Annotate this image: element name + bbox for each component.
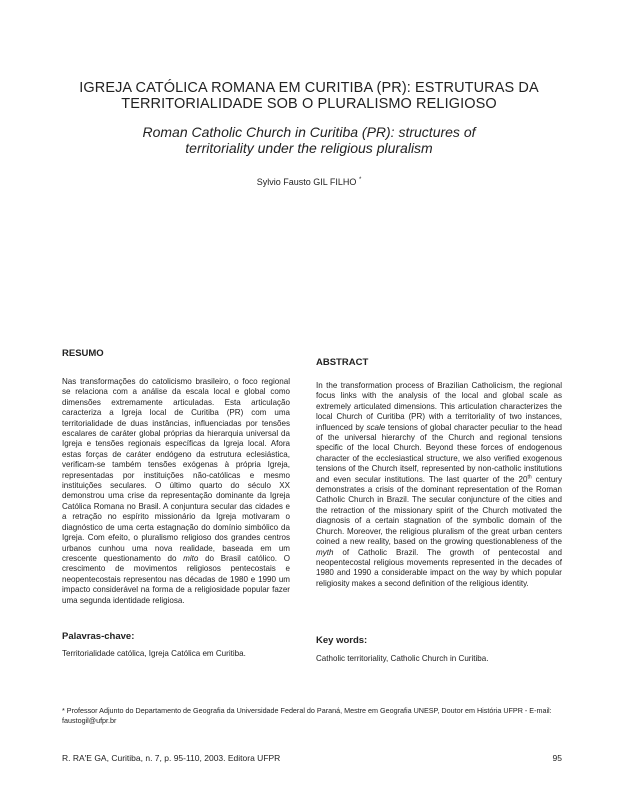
abstract-text-part-1: In the transformation process of Brazilian Catholicism, the regional focus links with the analysis of the local and global scale as extremely articulated dimensions. This articulation characterizes the local Church of Curitiba (PR) with a territoriality of two instances, influenced by: [316, 381, 562, 432]
resumo-italic-word: mito: [183, 553, 199, 563]
title-portuguese: [40, 80, 578, 112]
key-words-heading: Key words:: [316, 635, 368, 646]
palavras-chave-heading: Palavras-chave:: [62, 631, 135, 642]
key-words-text: Catholic territoriality, Catholic Church in Curitiba.: [316, 654, 489, 663]
subtitle-line-1: Roman Catholic Church in Curitiba (PR): structures of: [142, 124, 476, 140]
resumo-text: [62, 377, 290, 606]
abstract-text: [316, 381, 562, 589]
title-line-1: IGREJA CATÓLICA ROMANA EM CURITIBA (PR): ESTRUTURAS DA: [79, 80, 539, 96]
abstract-text-part-3: century demonstrates a crisis of the dominant representation of the Roman Catholic Church in Brazil. The secular conjuncture of the cities and the retraction of the missionary spirit of the Church motivated the diagnosis of a certain stagnation of the symbolic domain of the Church. Moreover, the religious pluralism of the great urban centers coined a new reality, based on the growing questionableness of the: [316, 474, 562, 547]
abstract-text-part-2: tensions of global character peculiar to the head of the universal hierarchy of the Church and regional tensions specific of the local Church. Beyond these forces of endogenous character of the ecclesiastical structure, we also verified exogenous tensions of the Church itself, represented by non-catholic institutions and even secular institutions. The last quarter of the 20: [316, 422, 562, 484]
resumo-text-part-1: Nas transformações do catolicismo brasileiro, o foco regional se relaciona com a análise da escala local e global como dimensões extremamente articuladas. Esta articulação caracteriza a Igreja local de Curitiba (PR) com uma territorialidade de duas instâncias, influenciadas por tensões escalares de caráter global próprias da hierarquia universal da Igreja e tensões regionais específicas da Igreja local. Afora estas forças de caráter endógeno da estrutura eclesiástica, verificam-se também tensões exógenas à própria Igreja, representadas por instituições não-católicas e mesmo instituições seculares. O último quarto do século XX demonstrou uma crise da representação dominante da Igreja Católica Romana no Brasil. A conjuntura secular das cidades e a retração no espírito missionário da Igreja motivaram o diagnóstico de uma certa estagnação do domínio simbólico da Igreja. Com efeito, o pluralismo religioso dos grandes centros urbanos cunhou uma nova realidade, baseada em um crescente questionamento do: [62, 377, 290, 563]
abstract-heading: ABSTRACT: [316, 357, 369, 368]
abstract-superscript: th: [527, 473, 532, 480]
author-name: Sylvio Fausto GIL FILHO: [256, 177, 357, 187]
abstract-text-part-4: of Catholic Brazil. The growth of pentecostal and neopentecostal religious movements represented in the decades of 1980 and 1990 a considerable impact on the way by which popular religiosity makes a second definition of the religious identity.: [316, 547, 562, 588]
title-line-2: TERRITORIALIDADE SOB O PLURALISMO RELIGIOSO: [121, 96, 497, 112]
resumo-text-part-2: do Brasil católico. O crescimento de movimentos religiosos pentecostais e neopentecostais representou nas décadas de 1980 e 1990 um impacto considerável na forma de a religiosidade popular fazer uma segunda identidade religiosa.: [62, 553, 290, 605]
author-footnote: * Professor Adjunto do Departamento de Geografia da Universidade Federal do Paraná, Mestre em Geografia UNESP, Doutor em História UFPR - E-mail: faustogil@ufpr.br: [62, 706, 552, 725]
resumo-heading: RESUMO: [62, 348, 104, 359]
palavras-chave-text: Territorialidade católica, Igreja Católica em Curitiba.: [62, 649, 246, 658]
page-number: 95: [552, 753, 562, 763]
abstract-italic-word-1: scale: [366, 422, 386, 432]
journal-citation: R. RA'E GA, Curitiba, n. 7, p. 95-110, 2003. Editora UFPR: [62, 753, 281, 763]
author-line: [40, 177, 578, 187]
title-english: [40, 124, 578, 156]
abstract-italic-word-2: myth: [316, 547, 334, 557]
subtitle-line-2: territoriality under the religious pluralism: [185, 140, 433, 156]
author-footnote-mark: *: [358, 177, 362, 183]
